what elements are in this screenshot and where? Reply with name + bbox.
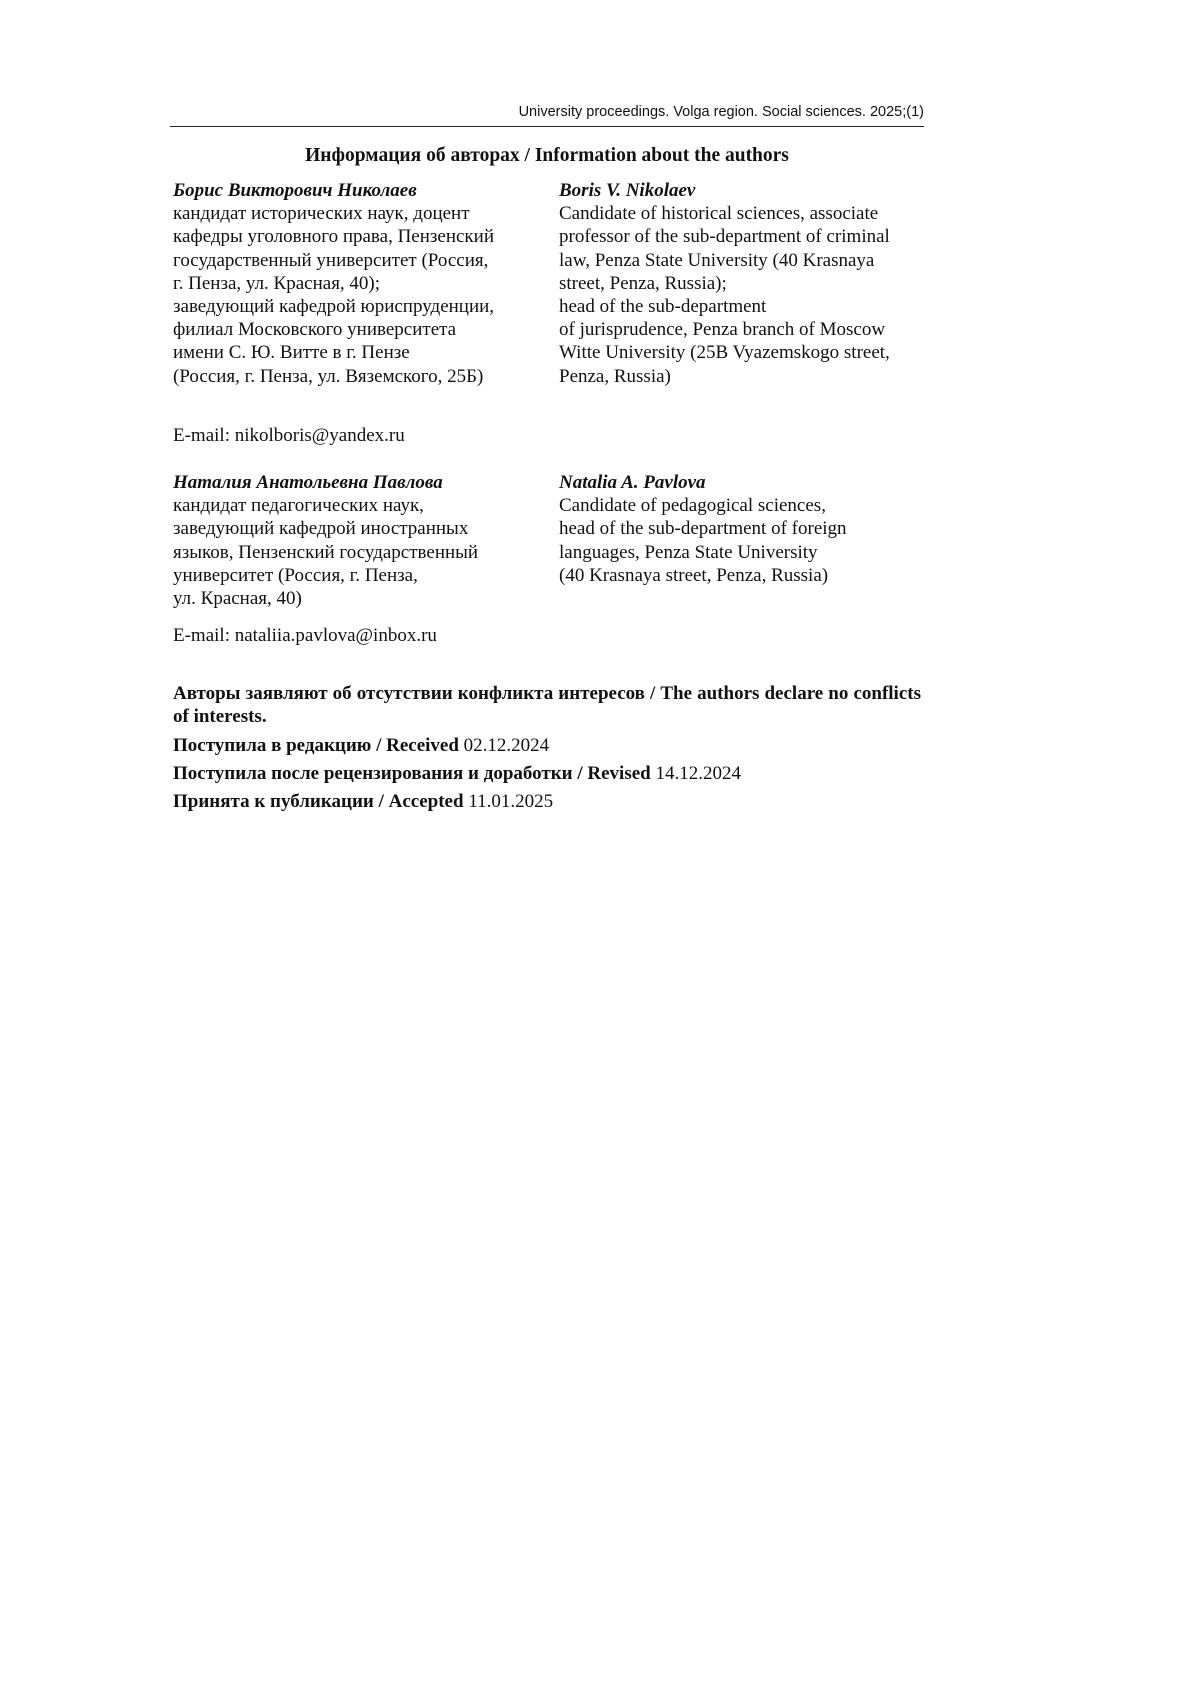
- author-1-ru-line: имени С. Ю. Витте в г. Пензе: [173, 342, 410, 364]
- revised-label: Поступила после рецензирования и доработки / Revised: [173, 763, 651, 784]
- revised-value: 14.12.2024: [655, 763, 741, 784]
- author-1-ru-line: заведующий кафедрой юриспруденции,: [173, 296, 495, 318]
- author-1-en-line: Candidate of historical sciences, associate: [559, 203, 879, 225]
- running-header: University proceedings. Volga region. Social sciences. 2025;(1): [518, 104, 924, 120]
- header-rule: [170, 126, 924, 127]
- author-2-en-line: (40 Krasnaya street, Penza, Russia): [559, 564, 829, 586]
- author-2-ru-line: языков, Пензенский государственный: [173, 541, 479, 563]
- author-2-ru-line: кандидат педагогических наук,: [173, 495, 424, 517]
- accepted-value: 11.01.2025: [468, 791, 554, 812]
- author-1-en-line: Witte University (25B Vyazemskogo street,: [559, 342, 890, 364]
- author-2-en: [559, 471, 847, 587]
- author-1-en-name: Boris V. Nikolaev: [559, 180, 696, 201]
- author-1-en-line: law, Penza State University (40 Krasnaya: [559, 249, 875, 271]
- revised-date: [173, 762, 741, 785]
- author-1-en: [559, 179, 890, 388]
- author-1-ru-line: (Россия, г. Пенза, ул. Вяземского, 25Б): [173, 365, 484, 387]
- author-2-ru-line: университет (Россия, г. Пенза,: [173, 564, 418, 586]
- author-1-email: E-mail: nikolboris@yandex.ru: [173, 425, 405, 446]
- author-2-en-line: Candidate of pedagogical sciences,: [559, 495, 826, 517]
- author-1-ru-line: г. Пенза, ул. Красная, 40);: [173, 272, 381, 294]
- author-2-en-name: Natalia A. Pavlova: [559, 472, 706, 493]
- author-2-ru-name: Наталия Анатольевна Павлова: [173, 472, 443, 493]
- author-1-ru: [173, 179, 494, 388]
- author-1-ru-line: государственный университет (Россия,: [173, 249, 489, 271]
- accepted-date: [173, 790, 553, 813]
- author-2-ru-line: заведующий кафедрой иностранных: [173, 518, 469, 540]
- author-2-en-line: head of the sub-department of foreign: [559, 518, 847, 540]
- author-1-en-line: professor of the sub-department of criminal: [559, 226, 890, 248]
- author-2-email: E-mail: nataliia.pavlova@inbox.ru: [173, 625, 437, 646]
- author-2-en-line: languages, Penza State University: [559, 541, 818, 563]
- author-2-ru: [173, 471, 478, 610]
- received-value: 02.12.2024: [463, 735, 550, 756]
- author-1-ru-line: кафедры уголовного права, Пензенский: [173, 226, 494, 248]
- author-1-en-line: Penza, Russia): [559, 365, 671, 387]
- conflict-declaration: [173, 682, 921, 728]
- section-title: Информация об авторах / Information about the authors: [305, 145, 789, 166]
- conflict-declaration-text: Авторы заявляют об отсутствии конфликта интересов / The authors declare no conflicts of interests.: [173, 683, 921, 727]
- received-date: [173, 734, 549, 757]
- author-1-ru-line: филиал Московского университета: [173, 319, 457, 341]
- author-1-en-line: of jurisprudence, Penza branch of Moscow: [559, 319, 886, 341]
- author-1-en-line: head of the sub-department: [559, 296, 767, 318]
- received-label: Поступила в редакцию / Received: [173, 735, 459, 756]
- accepted-label: Принята к публикации / Accepted: [173, 791, 464, 812]
- author-2-ru-line: ул. Красная, 40): [173, 588, 302, 610]
- author-1-en-line: street, Penza, Russia);: [559, 272, 727, 294]
- author-1-ru-line: кандидат исторических наук, доцент: [173, 203, 470, 225]
- author-1-ru-name: Борис Викторович Николаев: [173, 180, 417, 201]
